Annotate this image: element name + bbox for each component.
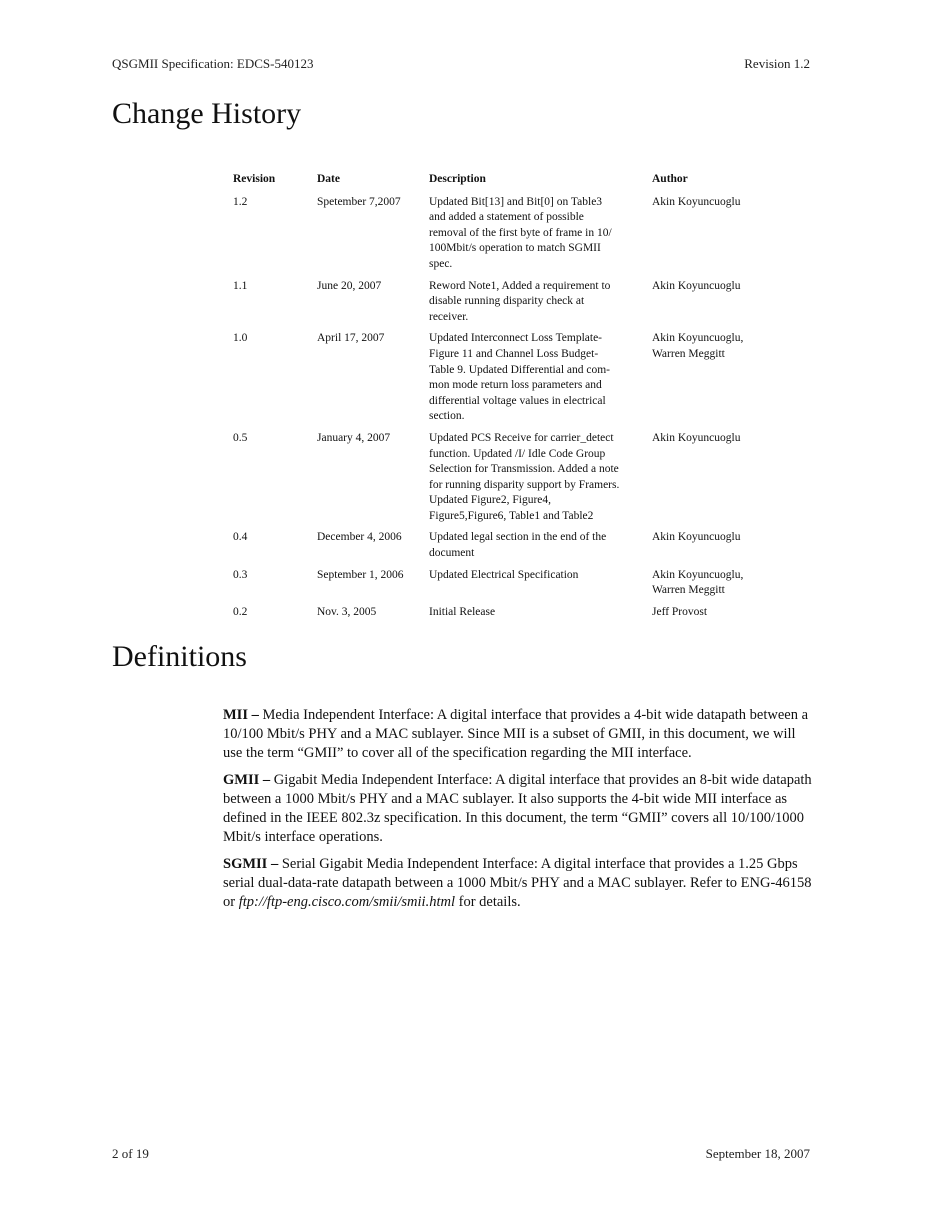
- revision-cell: 0.5: [233, 431, 248, 444]
- date-cell: December 4, 2006: [317, 531, 402, 544]
- revision-cell: 0.3: [233, 568, 248, 581]
- description-cell-line: Updated Electrical Specification: [429, 568, 579, 581]
- description-cell: [425, 568, 648, 605]
- definition-term: MII –: [223, 707, 259, 723]
- revision-cell: 1.1: [233, 279, 248, 292]
- definition-text-tail: for details.: [455, 894, 521, 910]
- description-cell-line: mon mode return loss parameters and: [429, 379, 602, 392]
- date-cell: Spetember 7,2007: [317, 195, 401, 208]
- header-revision: Revision 1.2: [744, 56, 810, 71]
- table-row: [229, 279, 786, 332]
- description-cell-line: Figure 11 and Channel Loss Budget-: [429, 347, 599, 360]
- description-cell-line: spec.: [429, 257, 453, 270]
- footer-date: September 18, 2007: [705, 1146, 810, 1161]
- description-cell: [425, 605, 648, 627]
- col-header-revision: Revision: [233, 173, 276, 185]
- description-cell-line: Updated legal section in the end of the: [429, 531, 607, 544]
- author-cell-line: Warren Meggitt: [652, 347, 725, 360]
- author-cell-line: Warren Meggitt: [652, 584, 725, 597]
- date-cell: January 4, 2007: [317, 431, 391, 444]
- change-history-heading: Change History: [112, 97, 302, 130]
- description-cell: [425, 331, 648, 431]
- date-cell: September 1, 2006: [317, 568, 404, 581]
- date-cell: June 20, 2007: [317, 279, 382, 292]
- table-row: [229, 568, 786, 605]
- change-history-rows: [229, 195, 786, 627]
- author-cell-line: Akin Koyuncuoglu,: [652, 568, 744, 581]
- author-cell-line: Jeff Provost: [652, 605, 708, 618]
- author-cell: [648, 279, 786, 332]
- table-header-row: [229, 172, 786, 195]
- description-cell-line: disable running disparity check at: [429, 295, 585, 308]
- author-cell: [648, 195, 786, 279]
- description-cell-line: Reword Note1, Added a requirement to: [429, 279, 611, 292]
- description-cell-line: Initial Release: [429, 605, 496, 618]
- table-row: [229, 431, 786, 531]
- definition-term: SGMII –: [223, 856, 279, 872]
- description-cell-line: Selection for Transmission. Added a note: [429, 463, 619, 476]
- definition-link[interactable]: ftp://ftp-eng.cisco.com/smii/smii.html: [238, 894, 455, 910]
- definition-mii: [223, 706, 818, 763]
- description-cell-line: Updated PCS Receive for carrier_detect: [429, 431, 614, 444]
- revision-cell: 1.2: [233, 195, 248, 208]
- revision-cell: 0.2: [233, 605, 248, 618]
- author-cell: [648, 431, 786, 531]
- description-cell-line: Updated Bit[13] and Bit[0] on Table3: [429, 195, 603, 208]
- description-cell-line: Updated Interconnect Loss Template-: [429, 332, 603, 345]
- description-cell-line: and added a statement of possible: [429, 211, 584, 224]
- description-cell-line: Table 9. Updated Differential and com-: [429, 363, 610, 376]
- col-header-description: Description: [429, 173, 486, 185]
- author-cell-line: Akin Koyuncuoglu: [652, 431, 741, 444]
- description-cell-line: receiver.: [429, 310, 469, 323]
- author-cell: [648, 331, 786, 431]
- date-cell: April 17, 2007: [317, 332, 385, 345]
- date-cell: Nov. 3, 2005: [317, 605, 377, 618]
- description-cell-line: section.: [429, 410, 465, 423]
- author-cell: [648, 605, 786, 627]
- footer-page-number: 2 of 19: [112, 1146, 149, 1161]
- definition-gmii: [223, 771, 818, 847]
- table-row: [229, 605, 786, 627]
- description-cell-line: 100Mbit/s operation to match SGMII: [429, 242, 601, 255]
- revision-cell: 0.4: [233, 531, 248, 544]
- definition-sgmii: [223, 855, 818, 912]
- author-cell: [648, 568, 786, 605]
- author-cell-line: Akin Koyuncuoglu: [652, 531, 741, 544]
- definition-term: GMII –: [223, 772, 271, 788]
- col-header-author: Author: [652, 173, 688, 185]
- description-cell-line: differential voltage values in electrical: [429, 394, 606, 407]
- description-cell-line: for running disparity support by Framers.: [429, 478, 620, 491]
- table-row: [229, 195, 786, 279]
- author-cell: [648, 530, 786, 567]
- description-cell-line: function. Updated /I/ Idle Code Group: [429, 447, 606, 460]
- description-cell-line: Updated Figure2, Figure4,: [429, 494, 552, 507]
- revision-cell: 1.0: [233, 332, 248, 345]
- author-cell-line: Akin Koyuncuoglu: [652, 195, 741, 208]
- header-doc-title: QSGMII Specification: EDCS-540123: [112, 56, 314, 71]
- author-cell-line: Akin Koyuncuoglu: [652, 279, 741, 292]
- description-cell: [425, 195, 648, 279]
- description-cell-line: document: [429, 547, 475, 560]
- col-header-date: Date: [317, 173, 340, 185]
- description-cell: [425, 431, 648, 531]
- change-history-table: [229, 172, 786, 626]
- table-row: [229, 530, 786, 567]
- definition-text: Media Independent Interface: A digital interface that provides a 4-bit wide datapath between a 10/100 Mbit/s PHY and a MAC sublayer. Since MII is a subset of GMII, in this document, we will use the term “GMII” to cover all of the specification regarding the MII interface.: [223, 707, 809, 761]
- author-cell-line: Akin Koyuncuoglu,: [652, 332, 744, 345]
- description-cell-line: Figure5,Figure6, Table1 and Table2: [429, 509, 594, 522]
- description-cell: [425, 279, 648, 332]
- definitions-heading: Definitions: [112, 640, 247, 673]
- description-cell: [425, 530, 648, 567]
- definition-text: Serial Gigabit Media Independent Interface: A digital interface that provides a 1.25 Gbps serial dual-data-rate datapath between a 1000 Mbit/s PHY and a MAC sublayer. Refer to ENG-46158 or: [223, 856, 812, 910]
- table-row: [229, 331, 786, 431]
- description-cell-line: removal of the first byte of frame in 10/: [429, 226, 612, 239]
- definitions-list: [223, 706, 818, 920]
- definition-text: Gigabit Media Independent Interface: A digital interface that provides an 8-bit wide datapath between a 1000 Mbit/s PHY and a MAC sublayer. It also supports the 4-bit wide MII interface as defined in the IEEE 802.3z specification. In this document, the term “GMII” covers all 10/100/1000 Mbit/s interface operations.: [223, 772, 812, 845]
